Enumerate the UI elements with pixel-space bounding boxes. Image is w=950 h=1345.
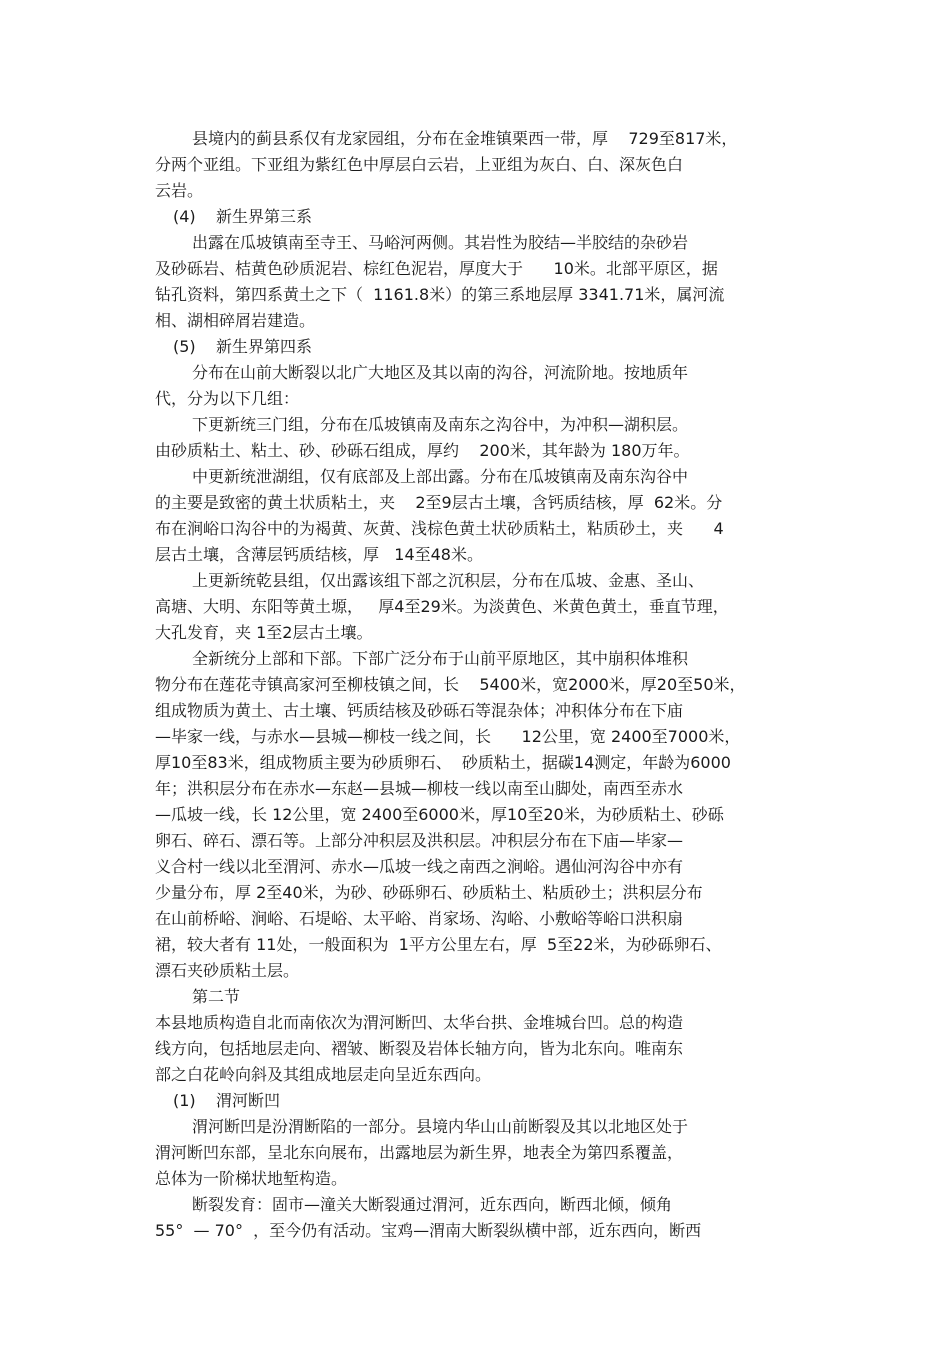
text-line-20: 大孔发育，夹 1至2层古土壤。 [155, 623, 373, 642]
text-line-28: 卵石、碎石、漂石等。上部分冲积层及洪积层。冲积层分布在下庙—毕家— [155, 831, 684, 850]
text-line-4: (4) 新生界第三系 [173, 207, 313, 226]
text-line-43: 55° — 70° ，至今仍有活动。宝鸡—渭南大断裂纵横中部，近东西向，断西 [155, 1221, 702, 1240]
text-line-40: 渭河断凹东部，呈北东向展布，出露地层为新生界，地表全为第四系覆盖， [155, 1143, 684, 1162]
text-line-2: 分两个亚组。下亚组为紫红色中厚层白云岩，上亚组为灰白、白、深灰色白 [155, 155, 684, 174]
text-line-16: 布在涧峪口沟谷中的为褐黄、灰黄、浅棕色黄土状砂质粘土，粘质砂土，夹 4 [155, 519, 724, 538]
text-line-18: 上更新统乾县组，仅出露该组下部之沉积层，分布在瓜坡、金惠、圣山、 [192, 571, 705, 590]
text-line-27: —瓜坡一线，长 12公里，宽 2400至6000米，厚10至20米，为砂质粘土、砂砾 [155, 805, 724, 824]
text-line-32: 裙，较大者有 11处，一般面积为 1平方公里左右，厚 5至22米，为砂砾卵石、 [155, 935, 722, 954]
text-line-39: 渭河断凹是汾渭断陷的一部分。县境内华山山前断裂及其以北地区处于 [192, 1117, 689, 1136]
text-line-14: 中更新统泄湖组，仅有底部及上部出露。分布在瓜坡镇南及南东沟谷中 [192, 467, 689, 486]
text-line-1: 县境内的蓟县系仅有龙家园组，分布在金堆镇栗西一带，厚 729至817米， [192, 129, 738, 148]
text-line-36: 线方向，包括地层走向、褶皱、断裂及岩体长轴方向，皆为北东向。唯南东 [155, 1039, 684, 1058]
text-line-15: 的主要是致密的黄土状质粘土，夹 2至9层古土壤，含钙质结核，厚 62米。分 [155, 493, 723, 512]
text-line-22: 物分布在莲花寺镇高家河至柳枝镇之间，长 5400米，宽2000米，厚20至50米， [155, 675, 746, 694]
text-line-8: 相、湖相碎屑岩建造。 [155, 311, 316, 330]
text-line-26: 年；洪积层分布在赤水—东赵—县城—柳枝一线以南至山脚处，南西至赤水 [155, 779, 684, 798]
text-line-9: (5) 新生界第四系 [173, 337, 313, 356]
text-line-31: 在山前桥峪、涧峪、石堤峪、太平峪、肖家场、沟峪、小敷峪等峪口洪积扇 [155, 909, 684, 928]
text-line-42: 断裂发育：固市—潼关大断裂通过渭河，近东西向，断西北倾，倾角 [192, 1195, 673, 1214]
text-line-24: —毕家一线，与赤水—县城—柳枝一线之间，长 12公里，宽 2400至7000米， [155, 727, 741, 746]
text-line-34: 第二节 [192, 987, 241, 1006]
text-line-23: 组成物质为黄土、古土壤、钙质结核及砂砾石等混杂体；冲积体分布在下庙 [155, 701, 684, 720]
text-line-21: 全新统分上部和下部。下部广泛分布于山前平原地区，其中崩积体堆积 [192, 649, 689, 668]
text-line-38: (1) 渭河断凹 [173, 1091, 281, 1110]
text-line-30: 少量分布，厚 2至40米，为砂、砂砾卵石、砂质粘土、粘质砂土；洪积层分布 [155, 883, 703, 902]
text-line-17: 层古土壤，含薄层钙质结核，厚 14至48米。 [155, 545, 483, 564]
text-line-29: 义合村一线以北至渭河、赤水—瓜坡一线之南西之涧峪。遇仙河沟谷中亦有 [155, 857, 684, 876]
text-line-11: 代，分为以下几组： [155, 389, 300, 408]
text-line-12: 下更新统三门组，分布在瓜坡镇南及南东之沟谷中，为冲积—湖积层。 [192, 415, 689, 434]
text-line-3: 云岩。 [155, 181, 204, 200]
text-line-7: 钻孔资料，第四系黄土之下（ 1161.8米）的第三系地层厚 3341.71米，属河流 [155, 285, 725, 304]
text-line-41: 总体为一阶梯状地堑构造。 [155, 1169, 348, 1188]
text-line-10: 分布在山前大断裂以北广大地区及其以南的沟谷，河流阶地。按地质年 [192, 363, 689, 382]
text-line-19: 高塘、大明、东阳等黄土塬， 厚4至29米。为淡黄色、米黄色黄土，垂直节理， [155, 597, 729, 616]
text-line-25: 厚10至83米，组成物质主要为砂质卵石、 砂质粘土，据碳14测定，年龄为6000 [155, 753, 731, 772]
text-line-35: 本县地质构造自北而南依次为渭河断凹、太华台拱、金堆城台凹。总的构造 [155, 1013, 684, 1032]
text-line-13: 由砂质粘土、粘土、砂、砂砾石组成，厚约 200米，其年龄为 180万年。 [155, 441, 690, 460]
text-line-6: 及砂砾岩、桔黄色砂质泥岩、棕红色泥岩，厚度大于 10米。北部平原区，据 [155, 259, 718, 278]
text-line-33: 漂石夹砂质粘土层。 [155, 961, 300, 980]
text-line-37: 部之白花岭向斜及其组成地层走向呈近东西向。 [155, 1065, 492, 1084]
text-line-5: 出露在瓜坡镇南至寺王、马峪河两侧。其岩性为胶结—半胶结的杂砂岩 [192, 233, 689, 252]
